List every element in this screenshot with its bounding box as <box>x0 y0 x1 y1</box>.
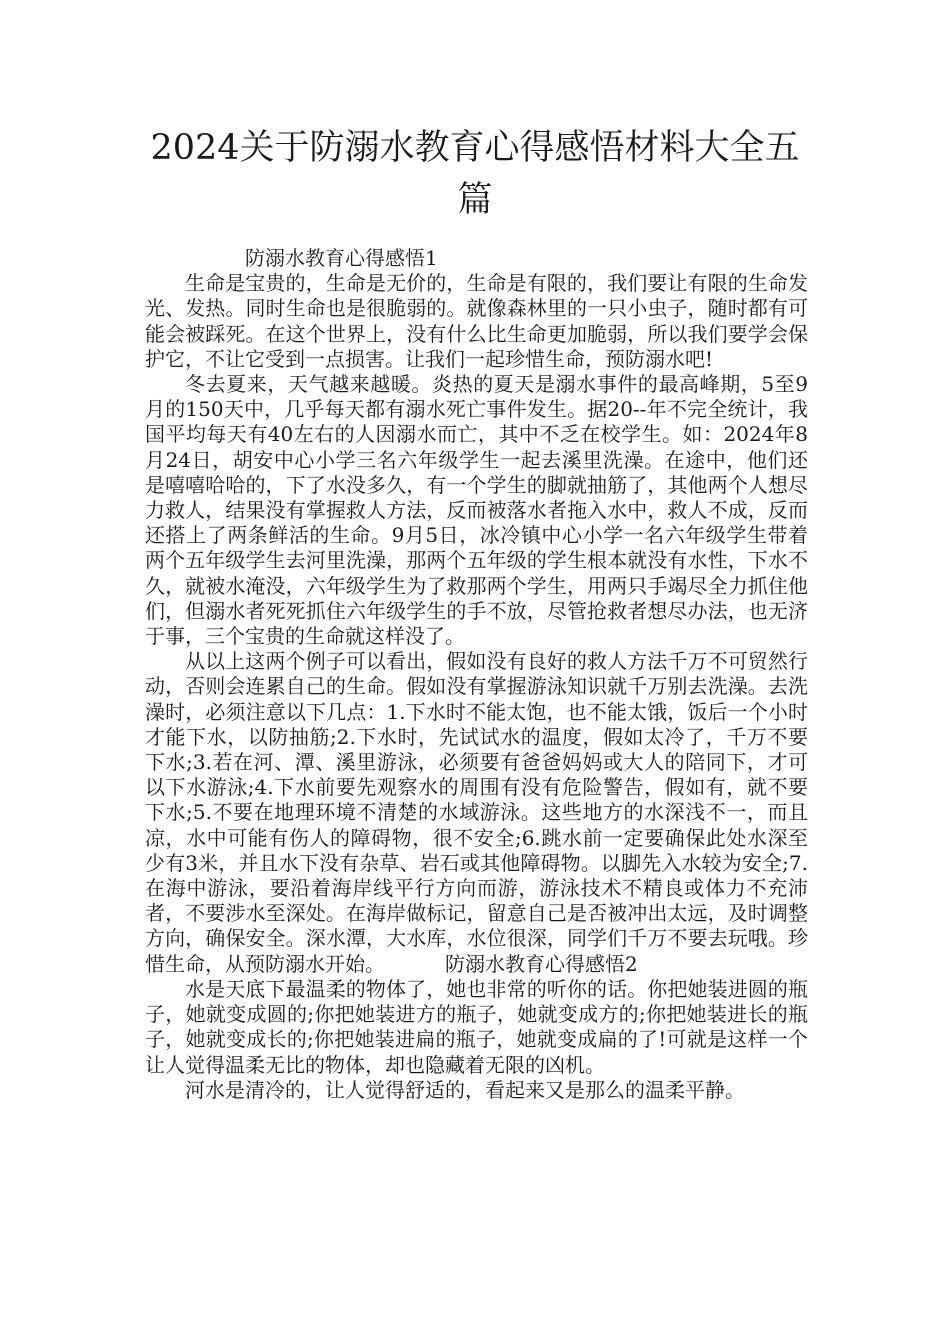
paragraph: 河水是清冷的，让人觉得舒适的，看起来又是那么的温柔平静。 <box>185 1077 745 1102</box>
document-body <box>145 246 808 1103</box>
section-heading-1: 防溺水教育心得感悟1 <box>245 246 438 270</box>
paragraph: 生命是宝贵的，生命是无价的，生命是有限的，我们要让有限的生命发光、发热。同时生命也是很脆弱的。就像森林里的一只小虫子，随时都有可能会被踩死。在这个世界上，没有什么比生命更加脆弱，所以我们要学会保护它，不让它受到一点损害。让我们一起珍惜生命，预防溺水吧! <box>145 271 808 371</box>
paragraph-text: 从以上这两个例子可以看出，假如没有良好的救人方法千万不可贸然行动，否则会连累自己的生命。假如没有掌握游泳知识就千万别去洗澡。去洗澡时，必须注意以下几点：1.下水时不能太饱，也不能太饿，饭后一个小时才能下水，以防抽筋;2.下水时，先试试水的温度，假如太冷了，千万不要下水;3.若在河、潭、溪里游泳，必须要有爸爸妈妈或大人的陪同下，才可以下水游泳;4.下水前要先观察水的周围有没有危险警告，假如有，就不要下水;5.不要在地理环境不清楚的水域游泳。这些地方的水深浅不一，而且凉，水中可能有伤人的障碍物，很不安全;6.跳水前一定要确保此处水深至少有3米，并且水下没有杂草、岩石或其他障碍物。以脚先入水较为安全;7.在海中游泳，要沿着海岸线平行方向而游，游泳技术不精良或体力不充沛者，不要涉水至深处。在海岸做标记，留意自己是否被冲出太远，及时调整方向，确保安全。深水潭，大水库，水位很深，同学们千万不要去玩哦。珍惜生命，从预防溺水开始。 <box>145 649 808 976</box>
paragraph: 水是天底下最温柔的物体了，她也非常的听你的话。你把她装进圆的瓶子，她就变成圆的;你把她装进方的瓶子，她就变成方的;你把她装进长的瓶子，她就变成长的;你把她装进扁的瓶子，她就变成扁的了!可就是这样一个让人觉得温柔无比的物体，却也隐藏着无限的凶机。 <box>145 976 808 1077</box>
paragraph: 冬去夏来，天气越来越暖。炎热的夏天是溺水事件的最高峰期，5至9月的150天中，几乎每天都有溺水死亡事件发生。据20--年不完全统计，我国平均每天有40左右的人因溺水而亡，其中不乏在校学生。如：2024年8月24日，胡安中心小学三名六年级学生一起去溪里洗澡。在途中，他们还是嘻嘻哈哈的，下了水没多久，有一个学生的脚就抽筋了，其他两个人想尽力救人，结果没有掌握救人方法，反而被落水者拖入水中，救人不成，反而还搭上了两条鲜活的生命。9月5日，冰冷镇中心小学一名六年级学生带着两个五年级学生去河里洗澡，那两个五年级的学生根本就没有水性，下水不久，就被水淹没，六年级学生为了救那两个学生，用两只手竭尽全力抓住他们，但溺水者死死抓住六年级学生的手不放，尽管抢救者想尽办法，也无济于事，三个宝贵的生命就这样没了。 <box>145 372 808 649</box>
paragraph <box>145 649 808 977</box>
document-title: 2024关于防溺水教育心得感悟材料大全五篇 <box>150 128 800 220</box>
section-heading-2: 防溺水教育心得感悟2 <box>445 951 638 976</box>
